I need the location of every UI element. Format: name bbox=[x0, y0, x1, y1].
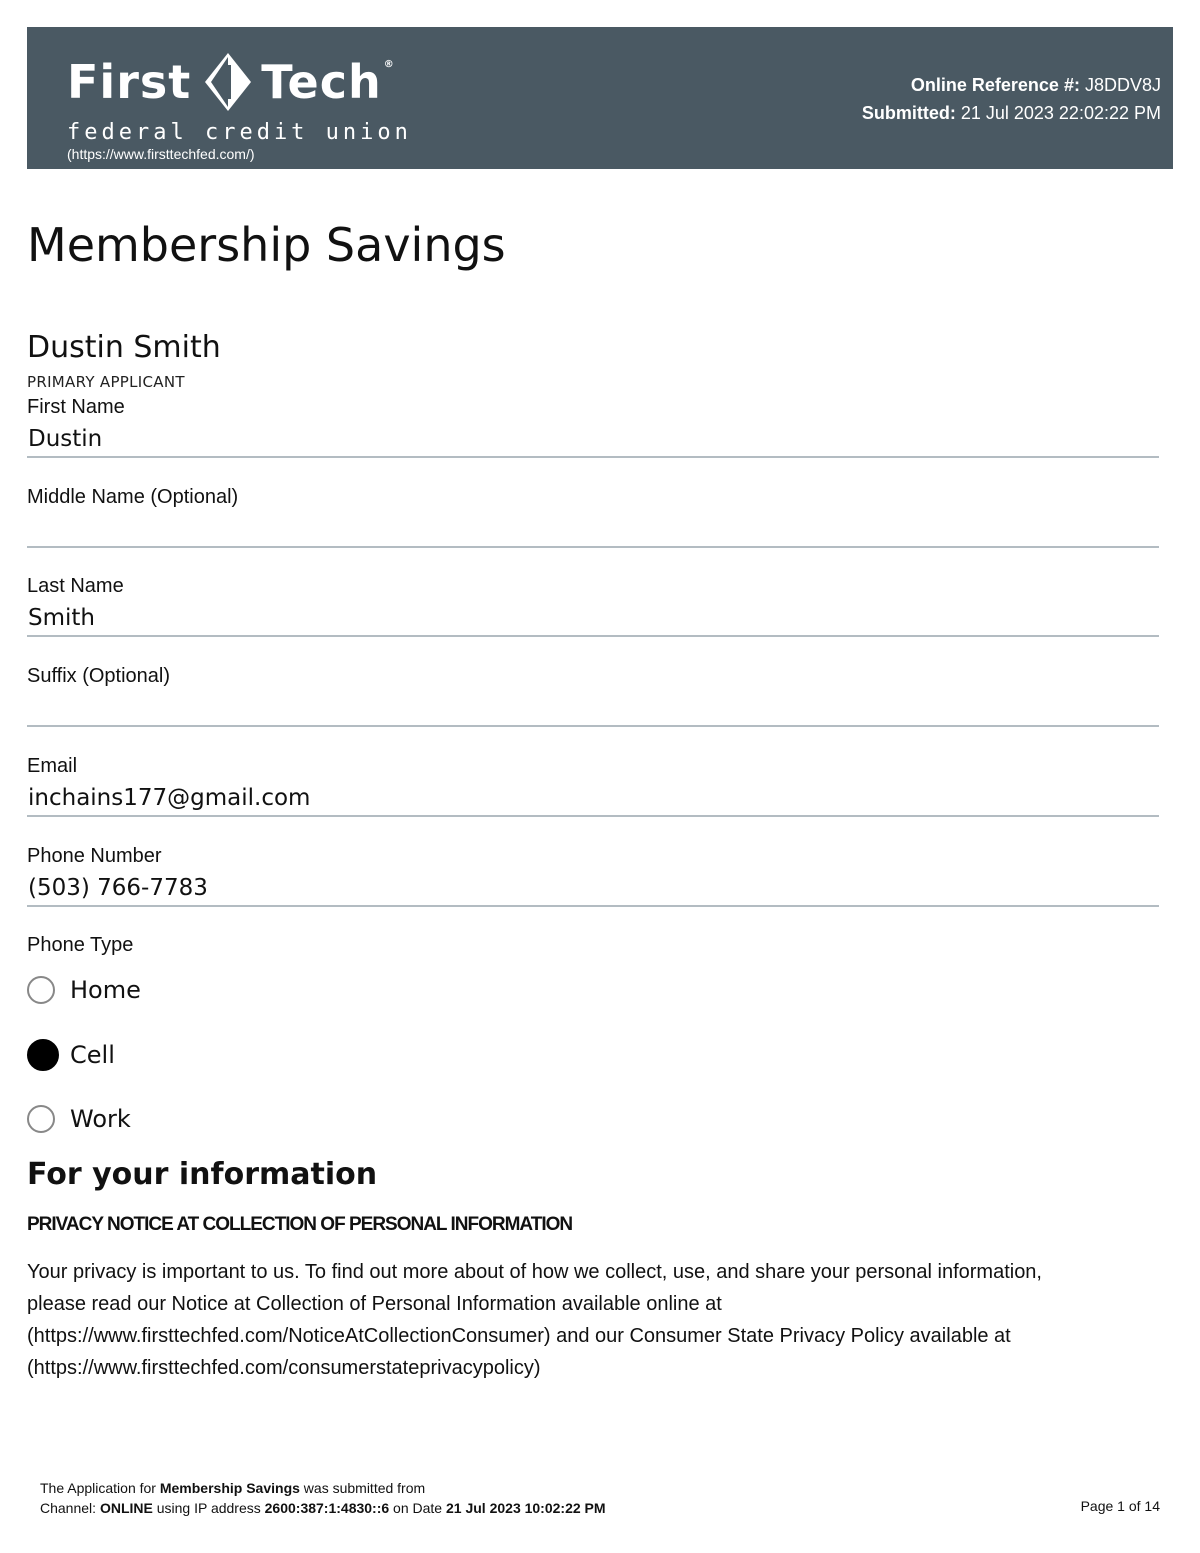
field-label: First Name bbox=[27, 396, 125, 418]
page-title: Membership Savings bbox=[27, 218, 506, 272]
reference-value: J8DDV8J bbox=[1084, 75, 1161, 95]
footer-text: using IP address bbox=[152, 1500, 265, 1516]
footer-ip-address: 2600:387:1:4830::6 bbox=[264, 1500, 390, 1516]
footer-channel: ONLINE bbox=[99, 1500, 153, 1516]
privacy-notice-body bbox=[27, 1256, 1137, 1384]
submission-info bbox=[862, 71, 1161, 127]
field-underline bbox=[27, 546, 1159, 548]
logo-diamond-icon bbox=[201, 51, 255, 113]
field-underline bbox=[27, 815, 1159, 817]
field-underline bbox=[27, 905, 1159, 907]
phone-type-home-option[interactable] bbox=[27, 976, 141, 1004]
radio-checked-icon[interactable] bbox=[27, 1039, 59, 1071]
footer-date: 21 Jul 2023 10:02:22 PM bbox=[446, 1500, 606, 1516]
field-label: Suffix (Optional) bbox=[27, 665, 171, 687]
field-label: Middle Name (Optional) bbox=[27, 486, 239, 508]
logo-url[interactable]: (https://www.firsttechfed.com/) bbox=[67, 146, 255, 162]
logo-word-first: First bbox=[67, 55, 192, 109]
field-label: Phone Number bbox=[27, 845, 162, 867]
applicant-role: PRIMARY APPLICANT bbox=[27, 373, 185, 391]
field-label: Last Name bbox=[27, 575, 124, 597]
footer-line-2 bbox=[40, 1498, 606, 1518]
footer-line-1 bbox=[40, 1478, 606, 1498]
footer-text: Channel: bbox=[40, 1500, 100, 1516]
logo-subtitle: federal credit union bbox=[67, 120, 412, 145]
submission-footer bbox=[40, 1478, 606, 1518]
field-underline bbox=[27, 456, 1159, 458]
field-underline bbox=[27, 635, 1159, 637]
field-value: Smith bbox=[28, 605, 95, 631]
privacy-notice-heading: PRIVACY NOTICE AT COLLECTION OF PERSONAL INFORMATION bbox=[27, 1214, 573, 1235]
field-value: Dustin bbox=[28, 426, 103, 452]
privacy-line: please read our Notice at Collection of Personal Information available online at bbox=[27, 1293, 722, 1315]
applicant-name: Dustin Smith bbox=[27, 330, 221, 365]
reference-line bbox=[862, 71, 1161, 99]
radio-option-label: Home bbox=[70, 976, 141, 1004]
field-value: inchains177@gmail.com bbox=[28, 785, 311, 811]
privacy-notice-link[interactable]: (https://www.firsttechfed.com/NoticeAtCollectionConsumer) and our Consumer State Privacy Policy available at bbox=[27, 1325, 1011, 1347]
radio-unchecked-icon[interactable] bbox=[27, 976, 55, 1004]
submitted-label: Submitted: bbox=[861, 103, 956, 123]
document-header bbox=[27, 27, 1173, 169]
reference-label: Online Reference #: bbox=[910, 75, 1080, 95]
field-value: (503) 766-7783 bbox=[28, 875, 208, 901]
page-number: Page 1 of 14 bbox=[1080, 1498, 1160, 1514]
first-tech-logo[interactable] bbox=[67, 49, 395, 115]
privacy-policy-link[interactable]: (https://www.firsttechfed.com/consumerstateprivacypolicy) bbox=[27, 1357, 541, 1379]
phone-type-label: Phone Type bbox=[27, 934, 134, 956]
info-heading: For your information bbox=[27, 1157, 378, 1192]
registered-mark: ® bbox=[383, 59, 395, 70]
submitted-value: 21 Jul 2023 22:02:22 PM bbox=[960, 103, 1161, 123]
radio-unchecked-icon[interactable] bbox=[27, 1105, 55, 1133]
privacy-line: Your privacy is important to us. To find out more about of how we collect, use, and share your personal information, bbox=[27, 1261, 1042, 1283]
footer-text: The Application for bbox=[40, 1480, 160, 1496]
phone-type-work-option[interactable] bbox=[27, 1105, 131, 1133]
footer-product: Membership Savings bbox=[159, 1480, 300, 1496]
submitted-line bbox=[862, 99, 1161, 127]
footer-text: on Date bbox=[389, 1500, 446, 1516]
field-label: Email bbox=[27, 755, 78, 777]
radio-option-label: Cell bbox=[70, 1041, 115, 1069]
logo-word-tech: Tech bbox=[261, 55, 382, 109]
radio-option-label: Work bbox=[70, 1105, 131, 1133]
footer-text: was submitted from bbox=[299, 1480, 426, 1496]
field-underline bbox=[27, 725, 1159, 727]
phone-type-cell-option[interactable] bbox=[27, 1039, 115, 1071]
